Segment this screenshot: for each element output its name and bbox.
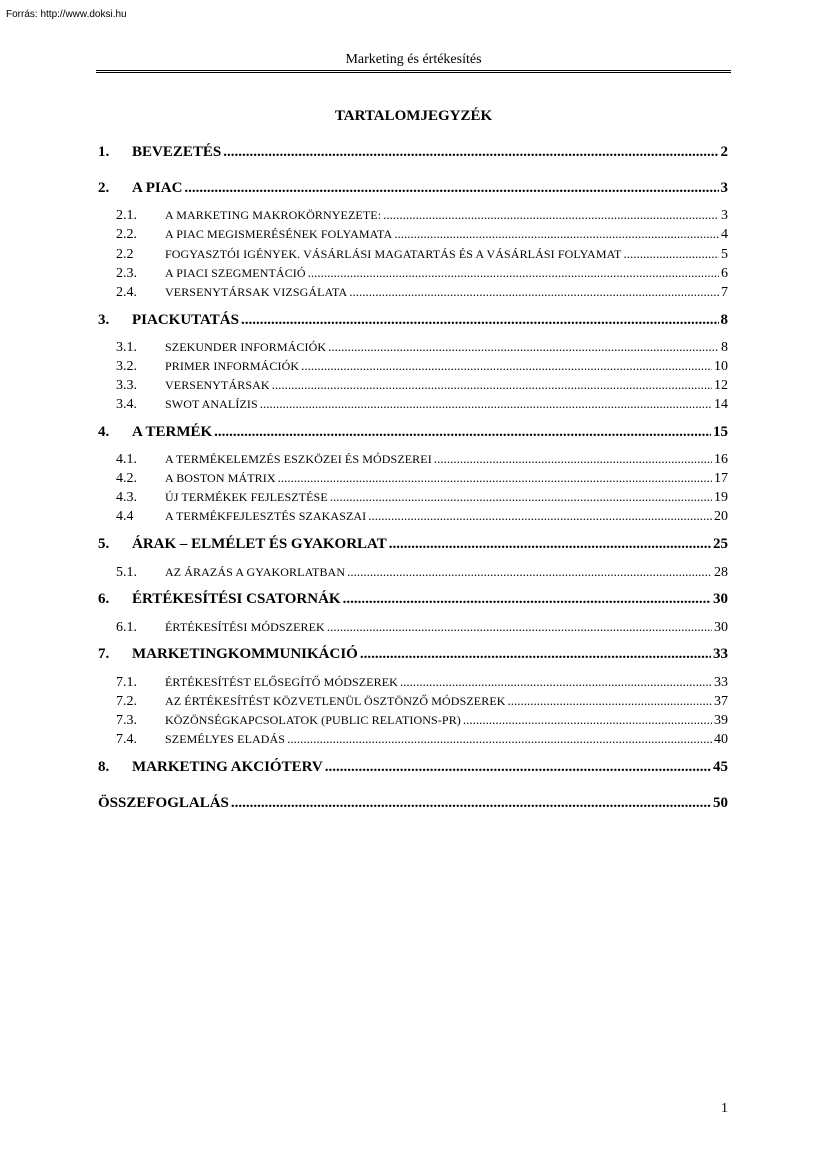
toc-page-number: 3	[720, 180, 728, 196]
toc-page-number: 33	[714, 675, 728, 690]
toc-subsection-4-2[interactable]	[116, 470, 728, 487]
toc-subsection-5-1[interactable]	[116, 564, 728, 581]
toc-subsection-label: SZEMÉLYES ELADÁS	[165, 732, 286, 746]
toc-page-number: 6	[721, 266, 728, 281]
toc-leader-dots	[287, 731, 712, 747]
toc-subsection-2-2[interactable]	[116, 226, 728, 243]
toc-subsection-number: 2.4.	[116, 285, 137, 300]
toc-page-number: 19	[714, 490, 728, 505]
toc-subsection-number: 5.1.	[116, 565, 137, 580]
page-number: 1	[721, 1101, 728, 1116]
toc-title: TARTALOMJEGYZÉK	[334, 108, 493, 124]
toc-section-label: ÉRTÉKESÍTÉSI CSATORNÁK	[132, 591, 341, 607]
toc-section-number: 1.	[98, 144, 110, 160]
toc-page-number: 15	[713, 424, 728, 440]
toc-page-number: 12	[714, 378, 728, 393]
toc-subsection-2-4[interactable]	[116, 284, 728, 301]
running-header: Marketing és értékesítés	[345, 52, 482, 67]
toc-page-number: 20	[714, 509, 728, 524]
toc-section-label: PIACKUTATÁS	[132, 312, 239, 328]
toc-subsection-label: A TERMÉKFEJLESZTÉS SZAKASZAI	[165, 509, 367, 523]
toc-subsection-label: VERSENYTÁRSAK	[165, 378, 270, 392]
toc-section-label: MARKETING AKCIÓTERV	[132, 759, 323, 775]
source-note: Forrás: http://www.doksi.hu	[6, 9, 127, 20]
toc-subsection-3-1[interactable]	[116, 339, 728, 356]
toc-page-number: 28	[714, 565, 728, 580]
toc-section-number: 7.	[98, 646, 110, 662]
toc-section-4[interactable]	[98, 424, 728, 441]
toc-page-number: 39	[714, 713, 728, 728]
toc-subsection-label: SWOT ANALÍZIS	[165, 397, 258, 411]
toc-subsection-label: AZ ÉRTÉKESÍTÉST KÖZVETLENÜL ÖSZTÖNZŐ MÓDSZEREK	[165, 694, 506, 708]
toc-section-number: 4.	[98, 424, 110, 440]
toc-leader-dots	[328, 339, 719, 355]
toc-leader-dots	[394, 226, 719, 242]
toc-subsection-number: 4.1.	[116, 452, 137, 467]
toc-subsection-label: SZEKUNDER INFORMÁCIÓK	[165, 340, 327, 354]
toc-subsection-2-1[interactable]	[116, 207, 728, 224]
toc-leader-dots	[400, 674, 712, 690]
toc-leader-dots	[301, 358, 712, 374]
toc-subsection-label: A PIACI SZEGMENTÁCIÓ	[165, 266, 306, 280]
toc-leader-dots	[272, 377, 712, 393]
toc-section-number: 2.	[98, 180, 110, 196]
toc-subsection-number: 2.3.	[116, 266, 137, 281]
toc-subsection-label: PRIMER INFORMÁCIÓK	[165, 359, 300, 373]
toc-leader-dots	[278, 470, 712, 486]
toc-subsection-label: KÖZÖNSÉGKAPCSOLATOK (PUBLIC RELATIONS-PR)	[165, 713, 461, 727]
toc-leader-dots	[260, 396, 712, 412]
toc-section-7[interactable]	[98, 646, 728, 663]
toc-subsection-4-4[interactable]	[116, 508, 728, 525]
toc-leader-dots	[434, 451, 712, 467]
toc-subsection-7-3[interactable]	[116, 712, 728, 729]
toc-page-number: 17	[714, 471, 728, 486]
toc-subsection-2-2b[interactable]	[116, 246, 728, 263]
toc-leader-dots	[223, 144, 718, 161]
toc-subsection-number: 3.4.	[116, 397, 137, 412]
toc-subsection-number: 3.1.	[116, 340, 137, 355]
toc-page-number: 10	[714, 359, 728, 374]
toc-subsection-6-1[interactable]	[116, 619, 728, 636]
toc-section-label: MARKETINGKOMMUNIKÁCIÓ	[132, 646, 358, 662]
toc-page-number: 50	[713, 795, 728, 811]
toc-subsection-4-1[interactable]	[116, 451, 728, 468]
toc-subsection-number: 3.3.	[116, 378, 137, 393]
toc-subsection-label: VERSENYTÁRSAK VIZSGÁLATA	[165, 285, 348, 299]
toc-subsection-number: 7.1.	[116, 675, 137, 690]
toc-leader-dots	[360, 646, 711, 663]
toc-page-number: 30	[714, 620, 728, 635]
toc-leader-dots	[389, 536, 711, 553]
toc-subsection-3-4[interactable]	[116, 396, 728, 413]
toc-page-number: 37	[714, 694, 728, 709]
toc-leader-dots	[330, 489, 712, 505]
toc-subsection-label: AZ ÁRAZÁS A GYAKORLATBAN	[165, 565, 346, 579]
toc-page-number: 2	[720, 144, 728, 160]
toc-page-number: 3	[721, 208, 728, 223]
toc-subsection-number: 2.1.	[116, 208, 137, 223]
toc-leader-dots	[214, 424, 711, 441]
toc-subsection-number: 3.2.	[116, 359, 137, 374]
toc-subsection-number: 7.2.	[116, 694, 137, 709]
header-rule	[96, 70, 731, 73]
toc-subsection-number: 7.4.	[116, 732, 137, 747]
toc-section-2[interactable]	[98, 180, 728, 197]
toc-section-label: BEVEZETÉS	[132, 144, 222, 160]
toc-subsection-number: 4.3.	[116, 490, 137, 505]
toc-section-number: 3.	[98, 312, 110, 328]
toc-section-number: 6.	[98, 591, 110, 607]
toc-page-number: 4	[721, 227, 728, 242]
toc-leader-dots	[463, 712, 712, 728]
toc-page-number: 16	[714, 452, 728, 467]
toc-subsection-4-3[interactable]	[116, 489, 728, 506]
toc-section-number: 5.	[98, 536, 110, 552]
toc-page-number: 14	[714, 397, 728, 412]
toc-section-6[interactable]	[98, 591, 728, 608]
toc-page-number: 5	[721, 247, 728, 262]
toc-leader-dots	[241, 312, 719, 329]
toc-leader-dots	[349, 284, 719, 300]
toc-section-1[interactable]	[98, 144, 728, 161]
toc-subsection-number: 2.2.	[116, 227, 137, 242]
toc-leader-dots	[383, 207, 719, 223]
toc-subsection-3-2[interactable]	[116, 358, 728, 375]
toc-subsection-2-3[interactable]	[116, 265, 728, 282]
toc-subsection-number: 6.1.	[116, 620, 137, 635]
toc-section-8[interactable]	[98, 759, 728, 776]
toc-section-label: A TERMÉK	[132, 424, 213, 440]
toc-subsection-number: 4.2.	[116, 471, 137, 486]
toc-page-number: 7	[721, 285, 728, 300]
toc-section-label: A PIAC	[132, 180, 183, 196]
toc-section-label: ÁRAK – ELMÉLET ÉS GYAKORLAT	[132, 536, 387, 552]
toc-subsection-label: ÉRTÉKESÍTÉSI MÓDSZEREK	[165, 620, 325, 634]
toc-subsection-label: ÉRTÉKESÍTÉST ELŐSEGÍTŐ MÓDSZEREK	[165, 675, 398, 689]
toc-subsection-3-3[interactable]	[116, 377, 728, 394]
toc-leader-dots	[343, 591, 711, 608]
toc-subsection-label: A BOSTON MÁTRIX	[165, 471, 276, 485]
toc-leader-dots	[308, 265, 719, 281]
toc-leader-dots	[508, 693, 712, 709]
toc-section-5[interactable]	[98, 536, 728, 553]
toc-leader-dots	[325, 759, 711, 776]
toc-leader-dots	[623, 246, 719, 262]
toc-subsection-7-2[interactable]	[116, 693, 728, 710]
toc-subsection-label: A TERMÉKELEMZÉS ESZKÖZEI ÉS MÓDSZEREI	[165, 452, 432, 466]
toc-page-number: 8	[721, 340, 728, 355]
toc-section-number: 8.	[98, 759, 110, 775]
toc-page-number: 8	[720, 312, 728, 328]
toc-section-3[interactable]	[98, 312, 728, 329]
toc-subsection-number: 4.4	[116, 509, 134, 524]
toc-leader-dots	[347, 564, 712, 580]
toc-subsection-7-1[interactable]	[116, 674, 728, 691]
toc-leader-dots	[231, 795, 711, 812]
toc-page-number: 40	[714, 732, 728, 747]
toc-subsection-label: ÚJ TERMÉKEK FEJLESZTÉSE	[165, 490, 328, 504]
toc-section-label: ÖSSZEFOGLALÁS	[98, 795, 229, 811]
toc-leader-dots	[184, 180, 718, 197]
toc-page-number: 30	[713, 591, 728, 607]
toc-leader-dots	[327, 619, 712, 635]
toc-subsection-number: 2.2	[116, 247, 134, 262]
toc-page-number: 45	[713, 759, 728, 775]
toc-subsection-label: A PIAC MEGISMERÉSÉNEK FOLYAMATA	[165, 227, 393, 241]
toc-summary[interactable]	[98, 795, 728, 812]
toc-subsection-number: 7.3.	[116, 713, 137, 728]
toc-subsection-label: FOGYASZTÓI IGÉNYEK. VÁSÁRLÁSI MAGATARTÁS ÉS A VÁSÁRLÁSI FOLYAMAT	[165, 247, 622, 261]
toc-leader-dots	[368, 508, 712, 524]
toc-page-number: 25	[713, 536, 728, 552]
toc-subsection-label: A MARKETING MAKROKÖRNYEZETE:	[165, 208, 382, 222]
toc-subsection-7-4[interactable]	[116, 731, 728, 748]
toc-page-number: 33	[713, 646, 728, 662]
